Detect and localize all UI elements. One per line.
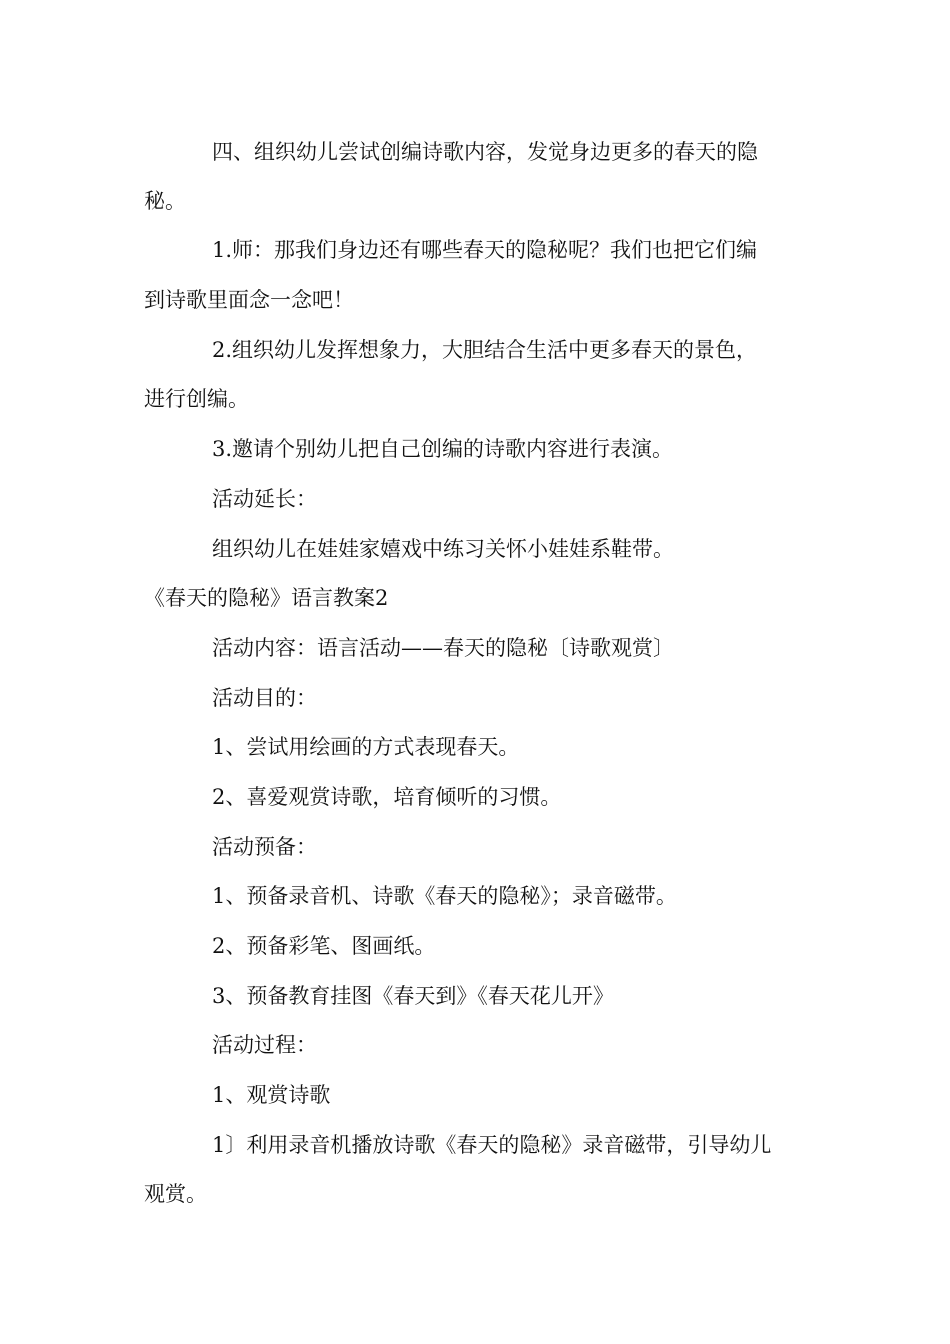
paragraph-line: 秘。: [144, 189, 186, 213]
list-item: 1、观赏诗歌: [212, 1083, 331, 1107]
section-label: 活动预备：: [212, 835, 317, 859]
list-item: 2、预备彩笔、图画纸。: [212, 934, 436, 958]
section-title: 《春天的隐秘》语言教案2: [144, 586, 389, 610]
paragraph-line: 1.师：那我们身边还有哪些春天的隐秘呢？我们也把它们编: [212, 238, 758, 262]
section-label: 活动延长：: [212, 487, 317, 511]
list-item: 1、预备录音机、诗歌《春天的隐秘》；录音磁带。: [212, 884, 677, 908]
paragraph-line: 组织幼儿在娃娃家嬉戏中练习关怀小娃娃系鞋带。: [212, 537, 674, 561]
paragraph-line: 2.组织幼儿发挥想象力，大胆结合生活中更多春天的景色，: [212, 338, 758, 362]
paragraph-line: 四、组织幼儿尝试创编诗歌内容，发觉身边更多的春天的隐: [212, 140, 758, 164]
list-item: 3、预备教育挂图《春天到》《春天花儿开》: [212, 984, 614, 1008]
section-label: 活动过程：: [212, 1033, 317, 1057]
paragraph-line: 进行创编。: [144, 387, 249, 411]
list-item: 1、尝试用绘画的方式表现春天。: [212, 735, 520, 759]
paragraph-line: 到诗歌里面念一念吧！: [144, 288, 354, 312]
paragraph-line: 观赏。: [144, 1182, 207, 1206]
paragraph-line: 活动内容：语言活动——春天的隐秘〔诗歌观赏〕: [212, 636, 674, 660]
list-item: 2、喜爱观赏诗歌，培育倾听的习惯。: [212, 785, 562, 809]
paragraph-line: 1〕利用录音机播放诗歌《春天的隐秘》录音磁带，引导幼儿: [212, 1133, 772, 1157]
paragraph-line: 3.邀请个别幼儿把自己创编的诗歌内容进行表演。: [212, 437, 674, 461]
section-label: 活动目的：: [212, 686, 317, 710]
